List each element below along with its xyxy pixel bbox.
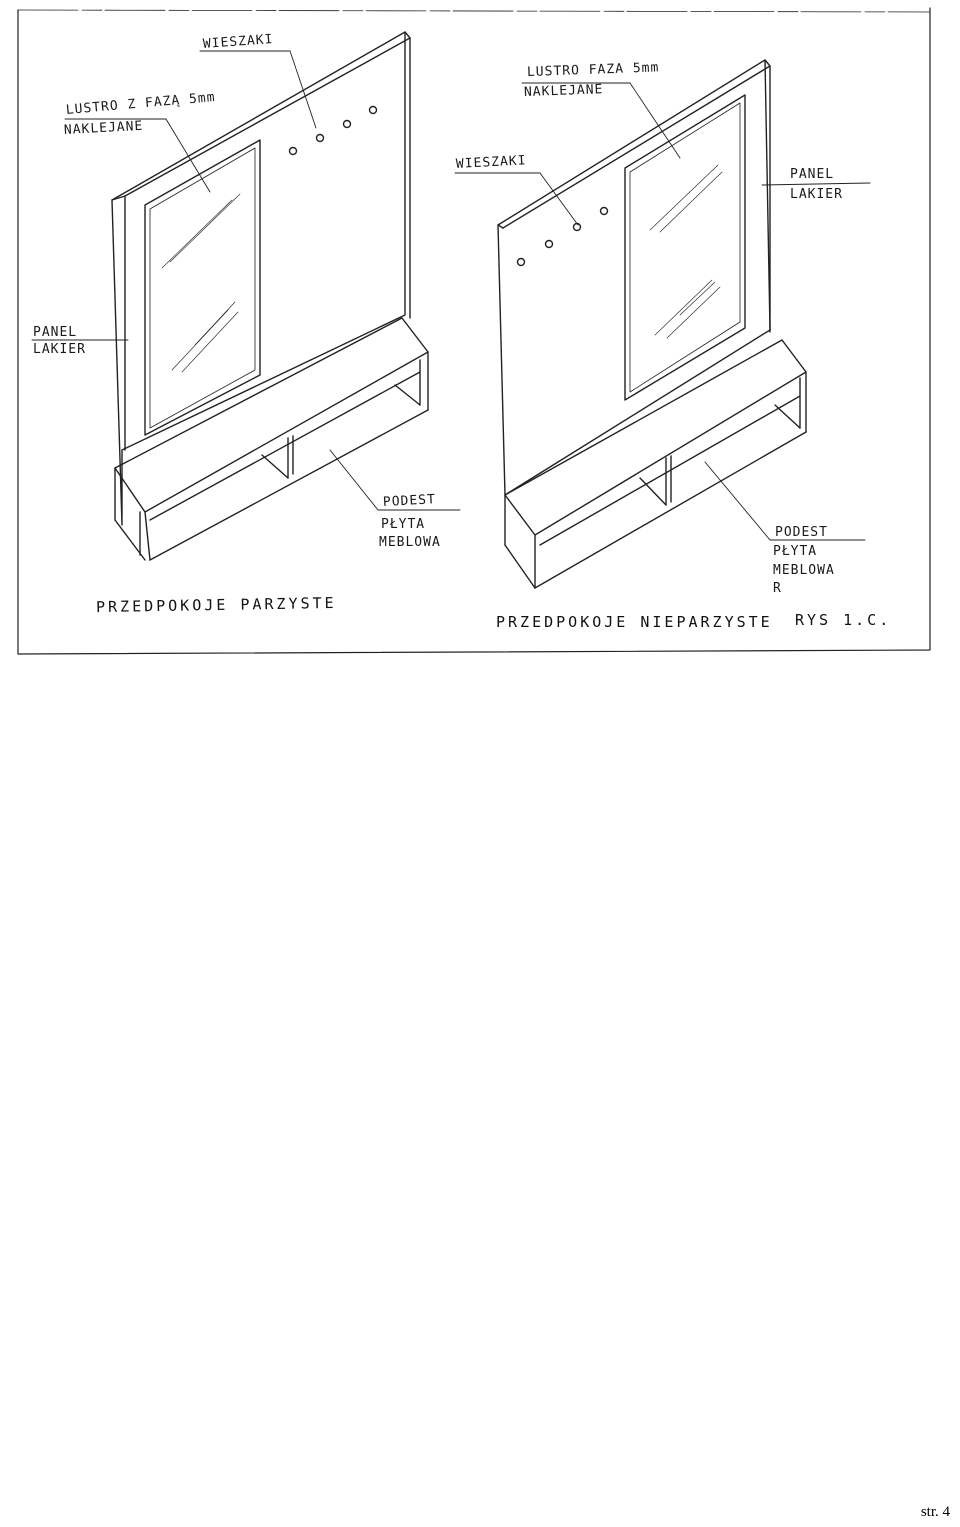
right-hook-3 (574, 224, 581, 231)
right-mirror-label-line2: NAKLEJANE (523, 82, 604, 100)
right-hallway-unit (498, 60, 806, 588)
left-podest-label-line3: MEBLOWA (379, 535, 441, 550)
right-hook-2 (546, 241, 553, 248)
right-hook-4 (601, 208, 608, 215)
left-caption: PRZEDPOKOJE PARZYSTE (95, 593, 337, 617)
left-hook-2 (317, 135, 324, 142)
right-back-panel (498, 60, 770, 495)
left-mirror-label-line1: LUSTRO Z FAZĄ 5mm (65, 89, 217, 118)
right-podest-label-line2: PŁYTA (773, 544, 818, 559)
right-mirror (625, 95, 745, 400)
right-hook-1 (518, 259, 525, 266)
right-caption: PRZEDPOKOJE NIEPARZYSTE (496, 613, 773, 631)
left-hangers-label: WIESZAKI (202, 32, 274, 52)
right-panel-label-line1: PANEL (790, 167, 835, 182)
right-podest-label-line3: MEBLOWA (773, 563, 835, 578)
figure-reference: RYS 1.C. (795, 611, 892, 629)
left-podest-label-line1: PODEST (382, 492, 437, 510)
right-podest-top (505, 340, 806, 535)
drawing-frame-top (18, 10, 930, 12)
right-hangers-label: WIESZAKI (455, 153, 527, 172)
right-podest-label-line1: PODEST (775, 525, 828, 540)
left-hook-4 (370, 107, 377, 114)
left-podest-top (115, 318, 428, 512)
left-panel-label-line2: LAKIER (33, 342, 86, 357)
page-number: str. 4 (920, 1504, 950, 1520)
left-panel-label-line1: PANEL (33, 325, 78, 340)
left-hallway-unit (112, 32, 428, 560)
left-mirror (145, 140, 260, 435)
left-podest-label-line2: PŁYTA (381, 517, 426, 532)
right-podest-label-line4: R (773, 581, 782, 596)
left-hook-3 (344, 121, 351, 128)
left-hook-1 (290, 148, 297, 155)
right-panel-label-line2: LAKIER (790, 187, 843, 202)
left-leader-lines (32, 51, 460, 510)
right-mirror-label-line1: LUSTRO FAZA 5mm (526, 60, 660, 80)
left-mirror-label-line2: NAKLEJANE (63, 118, 144, 138)
